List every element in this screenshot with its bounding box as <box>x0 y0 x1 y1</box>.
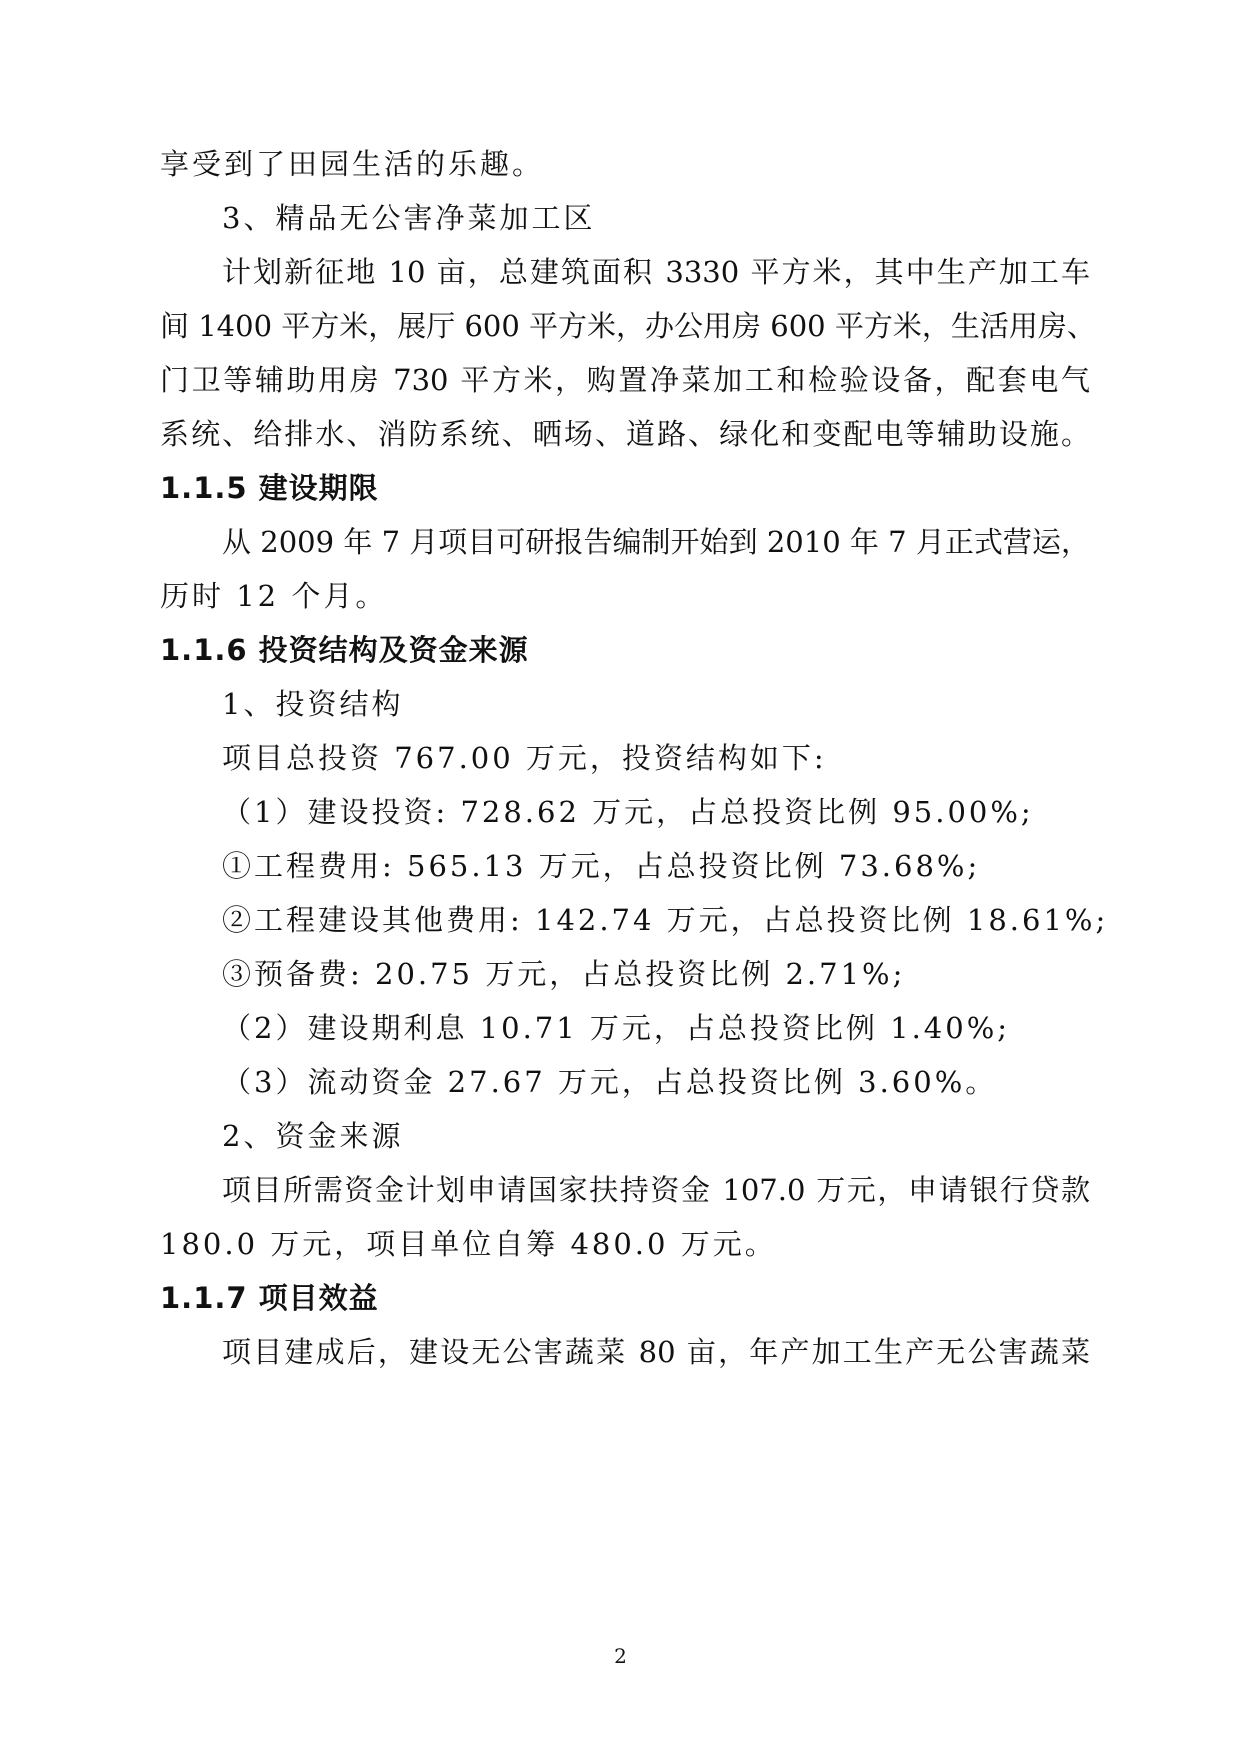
section-heading: 1.1.5 建设期限 <box>160 471 379 505</box>
body-text-line: 计划新征地 10 亩，总建筑面积 3330 平方米，其中生产加工车 <box>222 255 1090 289</box>
body-text-line: 项目建成后，建设无公害蔬菜 80 亩，年产加工生产无公害蔬菜 <box>222 1335 1090 1369</box>
list-item-heading: 3、精品无公害净菜加工区 <box>222 201 596 235</box>
section-heading: 1.1.7 项目效益 <box>160 1281 379 1315</box>
list-item-heading: 2、资金来源 <box>222 1119 404 1153</box>
body-text-line: 间 1400 平方米，展厅 600 平方米，办公用房 600 平方米，生活用房、 <box>160 309 1096 343</box>
body-text-line: 历时 12 个月。 <box>160 579 388 613</box>
list-item: （3）流动资金 27.67 万元，占总投资比例 3.60%。 <box>222 1065 998 1099</box>
page-number: 2 <box>614 1644 627 1668</box>
body-text-line: 系统、给排水、消防系统、晒场、道路、绿化和变配电等辅助设施。 <box>160 417 1090 451</box>
list-item: ①工程费用: 565.13 万元，占总投资比例 73.68%; <box>222 849 981 883</box>
body-text-line: 门卫等辅助用房 730 平方米，购置净菜加工和检验设备，配套电气 <box>160 363 1090 397</box>
list-item: （1）建设投资: 728.62 万元，占总投资比例 95.00%; <box>222 795 1034 829</box>
body-text-line: 180.0 万元，项目单位自筹 480.0 万元。 <box>160 1227 777 1261</box>
list-item-heading: 1、投资结构 <box>222 687 404 721</box>
body-text-line: 项目总投资 767.00 万元，投资结构如下: <box>222 741 827 775</box>
body-text-line: 项目所需资金计划申请国家扶持资金 107.0 万元，申请银行贷款 <box>222 1173 1090 1207</box>
list-item: ②工程建设其他费用: 142.74 万元，占总投资比例 18.61%; <box>222 903 1109 937</box>
body-text-line: 从 2009 年 7 月项目可研报告编制开始到 2010 年 7 月正式营运， <box>222 525 1090 559</box>
body-text-line: 享受到了田园生活的乐趣。 <box>160 147 545 181</box>
list-item: ③预备费: 20.75 万元，占总投资比例 2.71%; <box>222 957 906 991</box>
section-heading: 1.1.6 投资结构及资金来源 <box>160 633 529 667</box>
list-item: （2）建设期利息 10.71 万元，占总投资比例 1.40%; <box>222 1011 1011 1045</box>
